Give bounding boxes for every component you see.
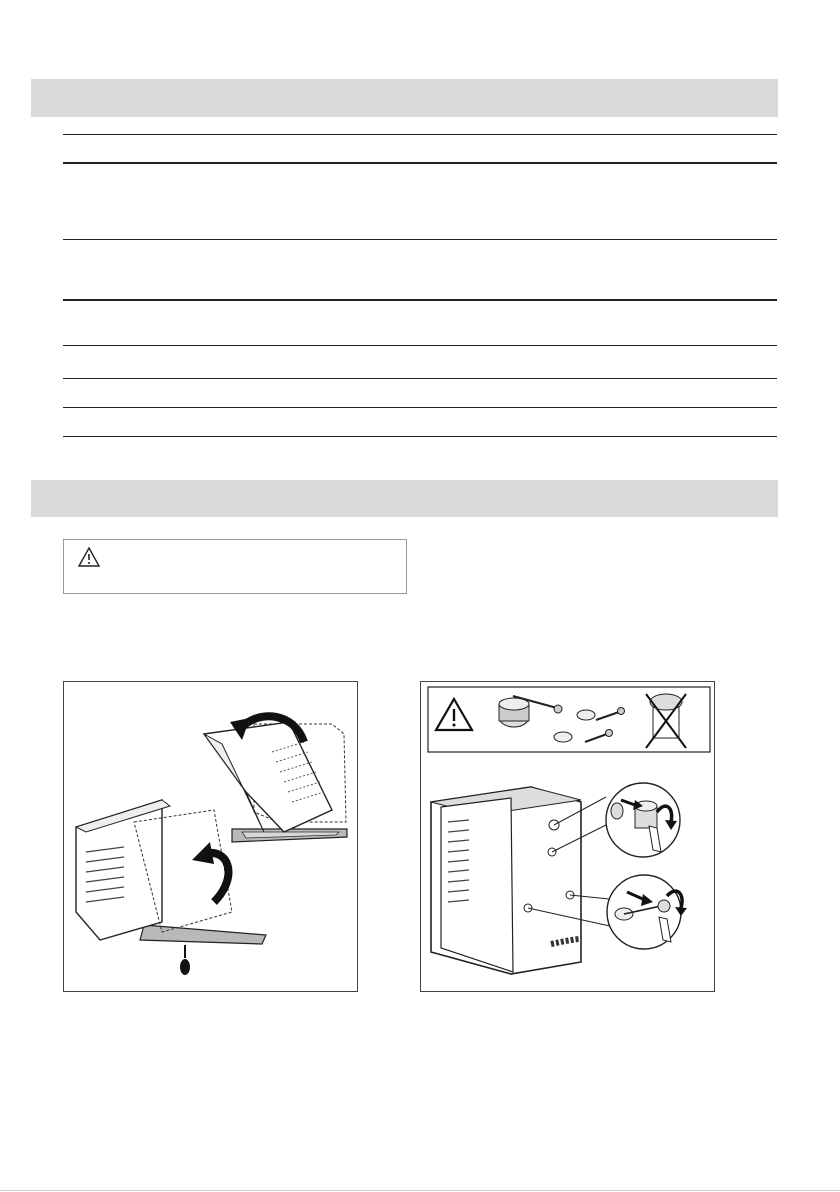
table-rule [63, 134, 777, 135]
table-rule [63, 407, 777, 408]
section-header-bar-installation [31, 480, 778, 517]
table-rule [63, 239, 777, 240]
warning-box [63, 539, 407, 594]
lifting-appliance-illustration [64, 682, 359, 993]
page-bottom-edge [0, 1190, 840, 1191]
table-rule [63, 162, 777, 164]
transit-bolts-illustration [421, 682, 716, 993]
figure-lifting-appliance [63, 681, 358, 992]
warning-triangle-icon [78, 547, 100, 567]
figure-transit-bolts [420, 681, 715, 992]
table-rule [63, 378, 777, 379]
table-rule [63, 345, 777, 346]
section-header-bar-technical-data [31, 79, 778, 117]
table-rule [63, 436, 777, 437]
table-rule [63, 299, 777, 301]
